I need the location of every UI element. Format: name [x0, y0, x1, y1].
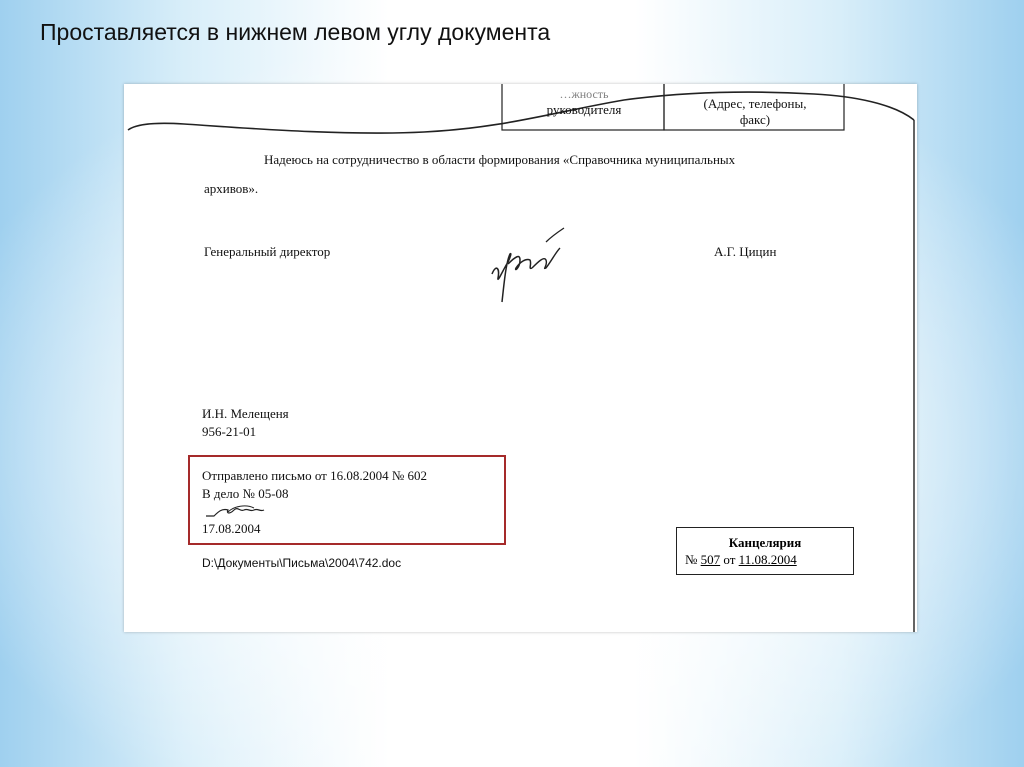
- body-text-line2: архивов».: [204, 181, 259, 196]
- signer-name: А.Г. Цицин: [714, 244, 777, 259]
- office-stamp: [676, 527, 854, 575]
- office-stamp-number: 507: [700, 552, 721, 567]
- executor-name: И.Н. Мелещеня: [202, 406, 289, 421]
- executor-phone: 956-21-01: [202, 424, 257, 439]
- header-cell-address-line1: (Адрес, телефоны,: [703, 96, 807, 111]
- file-path: D:\Документы\Письма\2004\742.doc: [202, 556, 402, 570]
- office-stamp-date-prefix: от: [723, 552, 736, 567]
- header-cell-address-line2: факс): [739, 112, 771, 127]
- body-text-line1: Надеюсь на сотрудничество в области формирования «Справочника муниципальных: [264, 152, 736, 167]
- office-stamp-date: 11.08.2004: [738, 552, 797, 567]
- header-cell-position-line1: …жность: [559, 87, 609, 101]
- office-stamp-title: Канцелярия: [728, 535, 802, 550]
- note-date: 17.08.2004: [202, 521, 261, 536]
- signature-image: [486, 224, 576, 309]
- file-note-line: В дело № 05-08: [202, 486, 289, 501]
- sent-note-line: Отправлено письмо от 16.08.2004 № 602: [202, 468, 427, 483]
- header-cell-position-line2: руководителя: [546, 102, 622, 117]
- highlight-box: [188, 455, 506, 545]
- signer-position: Генеральный директор: [204, 244, 331, 259]
- office-stamp-no-prefix: №: [685, 552, 698, 567]
- slide-title: Проставляется в нижнем левом углу документа: [40, 19, 551, 45]
